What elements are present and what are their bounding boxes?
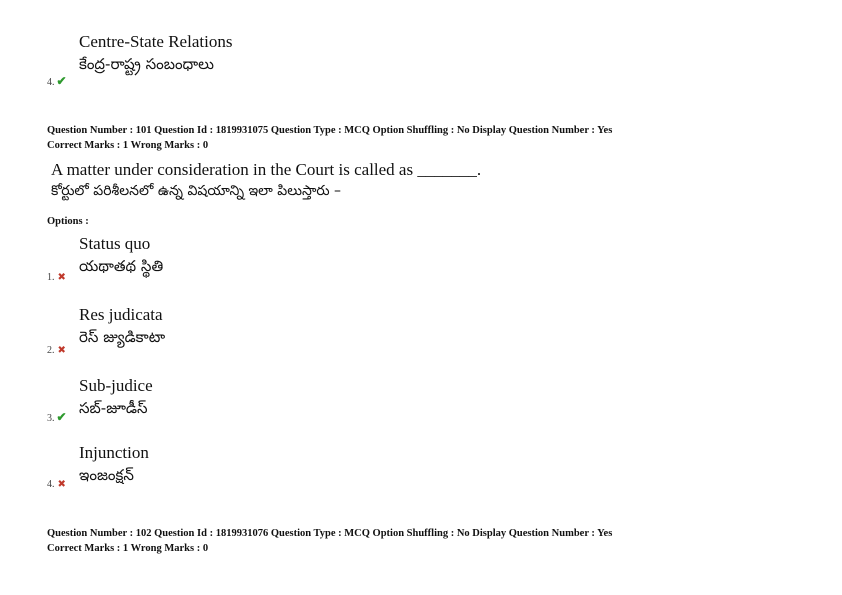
question-meta-102: Question Number : 102 Question Id : 1819931076 Question Type : MCQ Option Shuffling : No Display Question Number : Yes (47, 528, 613, 539)
option-2-te: రెస్ జ్యుడికాటా (79, 328, 166, 346)
cross-icon: ✖ (57, 272, 66, 283)
prev-option-number (47, 74, 67, 89)
option-2-number (47, 345, 66, 356)
question-meta-101: Question Number : 101 Question Id : 1819931075 Question Type : MCQ Option Shuffling : No Display Question Number : Yes (47, 125, 613, 136)
option-number: 1. (47, 272, 55, 283)
option-number: 2. (47, 345, 55, 356)
option-number: 3. (47, 413, 55, 424)
option-number: 4. (47, 77, 55, 88)
cross-icon: ✖ (57, 479, 66, 490)
option-4-en: Injunction (79, 443, 149, 462)
option-3-number (47, 410, 67, 425)
option-3-te: సబ్-జూడీస్ (79, 399, 148, 417)
question-marks-102: Correct Marks : 1 Wrong Marks : 0 (47, 543, 209, 554)
option-4-te: ఇంజంక్షన్ (79, 466, 134, 484)
option-1-number (47, 272, 66, 283)
check-icon: ✔ (56, 410, 67, 424)
cross-icon: ✖ (57, 345, 66, 356)
question-marks-101: Correct Marks : 1 Wrong Marks : 0 (47, 140, 209, 151)
option-1-te: యథాతథ స్థితి (79, 257, 164, 275)
option-number: 4. (47, 479, 55, 490)
question-text-te: కోర్టులో పరిశీలనలో ఉన్న విషయాన్ని ఇలా పిలుస్తారు – (51, 183, 341, 199)
option-4-number (47, 479, 66, 490)
options-label: Options : (47, 216, 89, 227)
option-1-en: Status quo (79, 234, 151, 253)
prev-option-en: Centre-State Relations (79, 32, 233, 51)
option-3-en: Sub-judice (79, 376, 153, 395)
check-icon: ✔ (56, 74, 67, 88)
question-text-en: A matter under consideration in the Court is called as _______. (51, 160, 482, 179)
prev-option-te: కేంద్ర-రాష్ట్ర సంబంధాలు (79, 55, 214, 73)
option-2-en: Res judicata (79, 305, 163, 324)
